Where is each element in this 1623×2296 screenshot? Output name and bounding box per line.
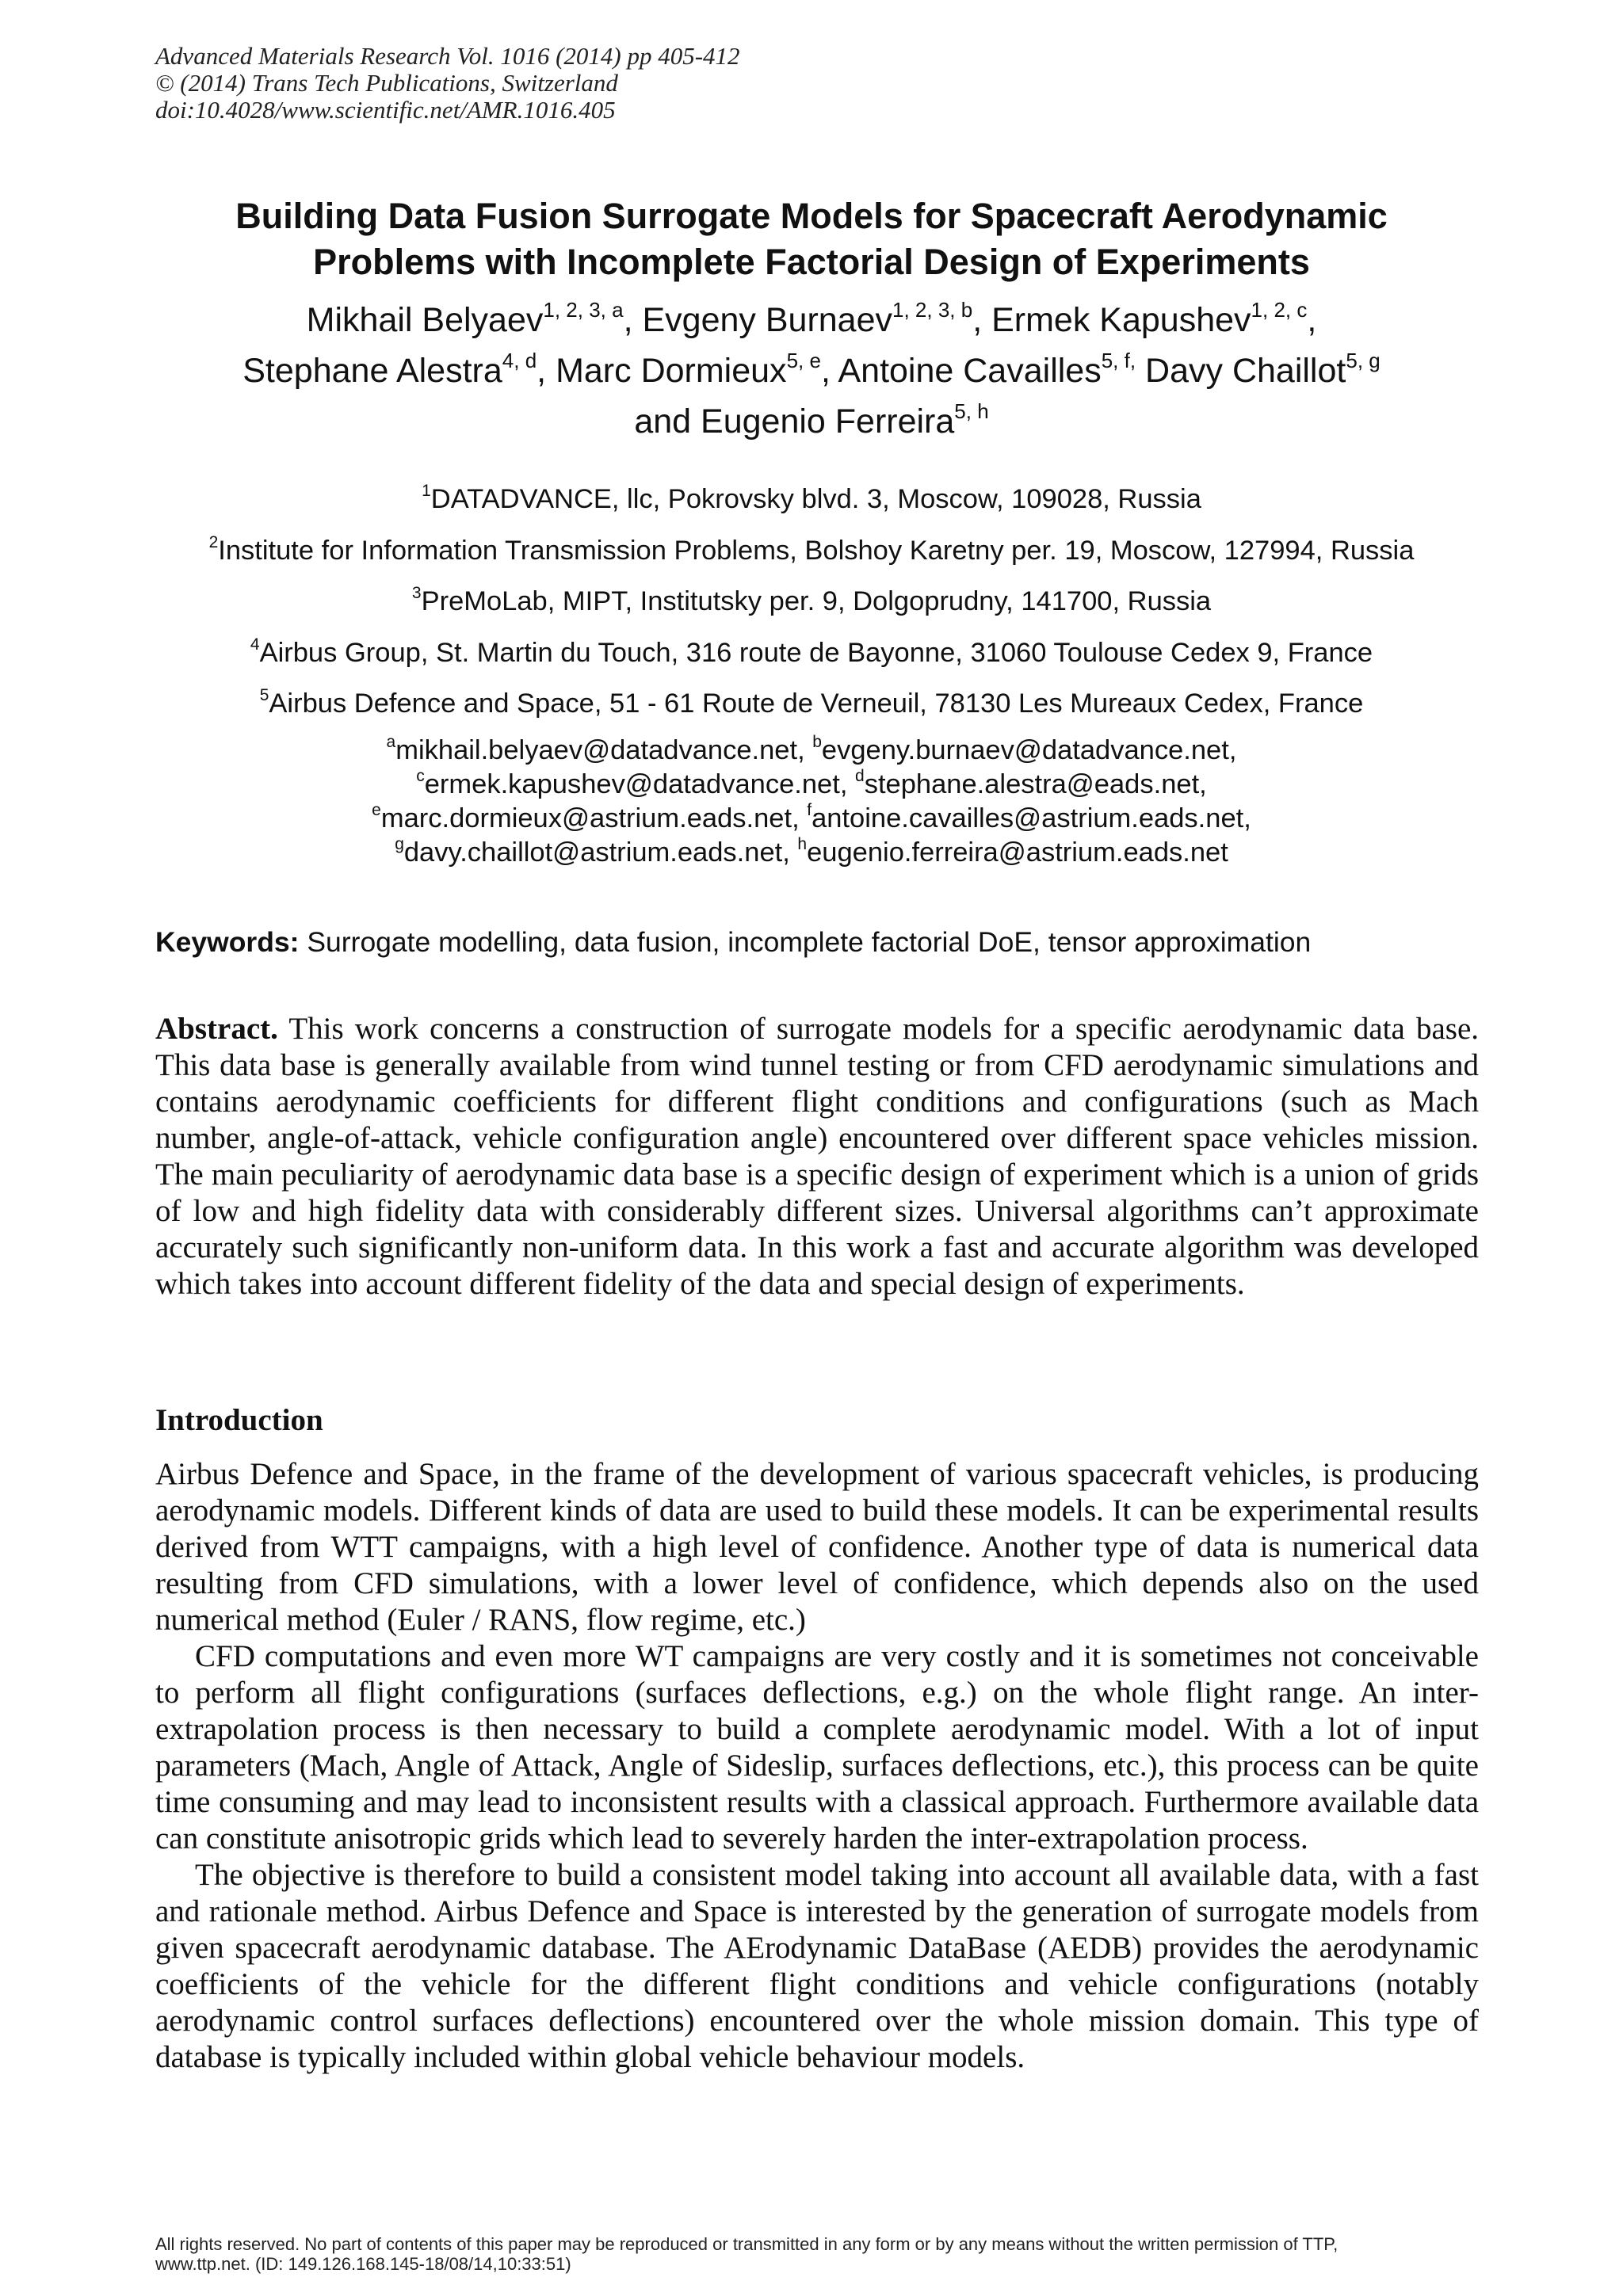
email-link[interactable]: mikhail.belyaev@datadvance.net — [395, 735, 798, 765]
email-link[interactable]: eugenio.ferreira@astrium.eads.net — [807, 837, 1228, 868]
affiliation-text: Institute for Information Transmission Problems, Bolshoy Karetny per. 19, Moscow, 127994, Russia — [218, 535, 1415, 566]
email-sup: b — [812, 733, 822, 751]
email-line-1: $^a$mikhail.belyaev@datadvance.net, $^b$evgeny.burnaev@datadvance.net, — [386, 733, 1237, 765]
email-line-3: $^e$marc.dormieux@astrium.eads.net, $^f$antoine.cavailles@astrium.eads.net, — [372, 801, 1251, 833]
author-list — [79, 295, 1544, 447]
author-sup: 1, 2, 3, b — [892, 298, 973, 322]
author-sup: 5, h — [954, 399, 989, 423]
email-link[interactable]: stephane.alestra@eads.net — [864, 769, 1200, 799]
email-sup: a — [386, 733, 396, 751]
affiliation — [79, 525, 1544, 577]
paragraph: The objective is therefore to build a consistent model taking into account all available data, with a fast and rationale method. Airbus Defence and Space is interested by the generation of surrogate models from given spacecraft aerodynamic database. The AErodynamic DataBase (AEDB) provides the aerodynamic coefficients of the vehicle for the different flight conditions and vehicle configurations (notably aerodynamic control surfaces deflections) encountered over the whole mission domain. This type of database is typically included within global vehicle behaviour models. — [155, 1858, 1479, 2074]
paper-title — [111, 193, 1512, 285]
author-name: Ermek Kapushev — [991, 301, 1251, 339]
author-name: Eugenio Ferreira — [701, 402, 955, 441]
journal-citation: Advanced Materials Research Vol. 1016 (2014) pp 405-412 — [155, 42, 740, 70]
journal-header — [155, 43, 740, 124]
abstract-text: This work concerns a construction of surrogate models for a specific aerodynamic data base. This data base is generally available from wind tunnel testing or from CFD aerodynamic simulations and contains aerodynamic coefficients for different flight conditions and configurations (such as Mach number, angle-of-attack, vehicle configuration angle) encountered over different space vehicles mission. The main peculiarity of aerodynamic data base is a specific design of experiment which is a union of grids of low and high fidelity data with considerably different sizes. Universal algorithms can’t approximate accurately such significantly non-uniform data. In this work a fast and accurate algorithm was developed which takes into account different fidelity of the data and special design of experiments. — [155, 1012, 1480, 1301]
email-link[interactable]: ermek.kapushev@datadvance.net — [424, 769, 840, 799]
author-sup: 4, d — [502, 349, 537, 372]
author-line-3 — [79, 396, 1544, 447]
email-sup: f — [807, 801, 812, 819]
email-line-4: $^g$davy.chaillot@astrium.eads.net, $^h$eugenio.ferreira@astrium.eads.net — [395, 835, 1228, 868]
affiliation-sup: 5 — [259, 686, 269, 704]
author-sup: 5, f, — [1101, 349, 1136, 372]
affiliation-sup: 1 — [422, 482, 431, 500]
affiliation — [79, 627, 1544, 679]
email-link[interactable]: evgeny.burnaev@datadvance.net — [821, 735, 1229, 765]
affiliation-sup: 2 — [208, 532, 219, 551]
footer-line-2: www.ttp.net. (ID: 149.126.168.145-18/08/14,10:33:51) — [155, 2254, 571, 2274]
keywords-label: Keywords: — [155, 926, 300, 958]
paragraph: CFD computations and even more WT campaigns are very costly and it is sometimes not conceivable to perform all flight configurations (surfaces deflections, e.g.) on the whole flight range. An inter-extrapolation process is then necessary to build a complete aerodynamic model. With a lot of input parameters (Mach, Angle of Attack, Angle of Sideslip, surfaces deflections, etc.), this process can be quite time consuming and may lead to inconsistent results with a classical approach. Furthermore available data can constitute anisotropic grids which lead to severely harden the inter-extrapolation process. — [155, 1639, 1479, 1855]
affiliation-list — [79, 474, 1544, 730]
keywords — [155, 925, 1479, 959]
email-link[interactable]: marc.dormieux@astrium.eads.net — [380, 803, 792, 833]
email-sup: h — [797, 835, 808, 853]
email-sup: c — [416, 767, 425, 785]
affiliation — [79, 474, 1544, 525]
affiliation — [79, 576, 1544, 627]
affiliation-text: PreMoLab, MIPT, Institutsky per. 9, Dolgoprudny, 141700, Russia — [421, 586, 1212, 616]
title-line-2: Problems with Incomplete Factorial Design of Experiments — [313, 242, 1310, 282]
author-name: Marc Dormieux — [556, 352, 787, 390]
introduction-body — [155, 1456, 1479, 2076]
paragraph: Airbus Defence and Space, in the frame of the development of various spacecraft vehicles, is producing aerodynamic models. Different kinds of data are used to build these models. It can be experimental results derived from WTT campaigns, with a high level of confidence. Another type of data is numerical data resulting from CFD simulations, with a lower level of confidence, which depends also on the used numerical method (Euler / RANS, flow regime, etc.) — [155, 1457, 1479, 1637]
email-list — [79, 734, 1544, 870]
affiliation-sup: 3 — [411, 584, 422, 602]
affiliation-sup: 4 — [250, 635, 260, 654]
author-name: Stephane Alestra — [242, 352, 502, 390]
author-sup: 5, g — [1346, 349, 1381, 372]
keywords-text: Surrogate modelling, data fusion, incomplete factorial DoE, tensor approximation — [307, 926, 1312, 958]
email-link[interactable]: antoine.cavailles@astrium.eads.net — [812, 803, 1244, 833]
affiliation-text: Airbus Defence and Space, 51 - 61 Route de Verneuil, 78130 Les Mureaux Cedex, France — [269, 688, 1364, 719]
footer-line-1: All rights reserved. No part of contents of this paper may be reproduced or transmitted in any form or by any means without the written permission of TTP, — [155, 2234, 1338, 2254]
affiliation-text: DATADVANCE, llc, Pokrovsky blvd. 3, Moscow, 109028, Russia — [430, 484, 1201, 514]
email-line-2: $^c$ermek.kapushev@datadvance.net, $^d$stephane.alestra@eads.net, — [416, 767, 1207, 799]
author-line-1: Mikhail Belyaev$^{1, 2, 3, a}$, Evgeny Burnaev$^{1, 2, 3, b}$, Ermek Kapushev$^{1, 2, c}$, — [306, 298, 1317, 339]
author-name: Evgeny Burnaev — [642, 301, 893, 339]
email-link[interactable]: davy.chaillot@astrium.eads.net — [403, 837, 783, 868]
abstract — [155, 1011, 1479, 1302]
journal-doi: doi:10.4028/www.scientific.net/AMR.1016.405 — [155, 96, 616, 124]
affiliation-text: Airbus Group, St. Martin du Touch, 316 route de Bayonne, 31060 Toulouse Cedex 9, France — [259, 637, 1373, 668]
author-connector: and — [634, 402, 692, 441]
email-sup: e — [372, 801, 381, 819]
email-sup: d — [855, 767, 865, 785]
abstract-label: Abstract. — [155, 1012, 278, 1046]
section-heading-introduction: Introduction — [155, 1403, 323, 1437]
affiliation — [79, 678, 1544, 730]
email-sup: g — [395, 835, 404, 853]
title-line-1: Building Data Fusion Surrogate Models for Spacecraft Aerodynamic — [235, 196, 1388, 236]
author-name: Antoine Cavailles — [838, 352, 1102, 390]
copyright-footer — [155, 2234, 1487, 2274]
author-line-2: Stephane Alestra$^{4, d}$, Marc Dormieux$^{5, e}$, Antoine Cavailles$^{5, f,}$ Davy Chaillot$^{5, g}$ — [242, 349, 1381, 390]
author-name: Davy Chaillot — [1145, 352, 1346, 390]
journal-copyright: © (2014) Trans Tech Publications, Switzerland — [155, 69, 618, 97]
author-sup: 5, e — [786, 349, 821, 372]
author-sup: 1, 2, c — [1251, 298, 1308, 322]
author-name: Mikhail Belyaev — [306, 301, 544, 339]
author-sup: 1, 2, 3, a — [543, 298, 624, 322]
